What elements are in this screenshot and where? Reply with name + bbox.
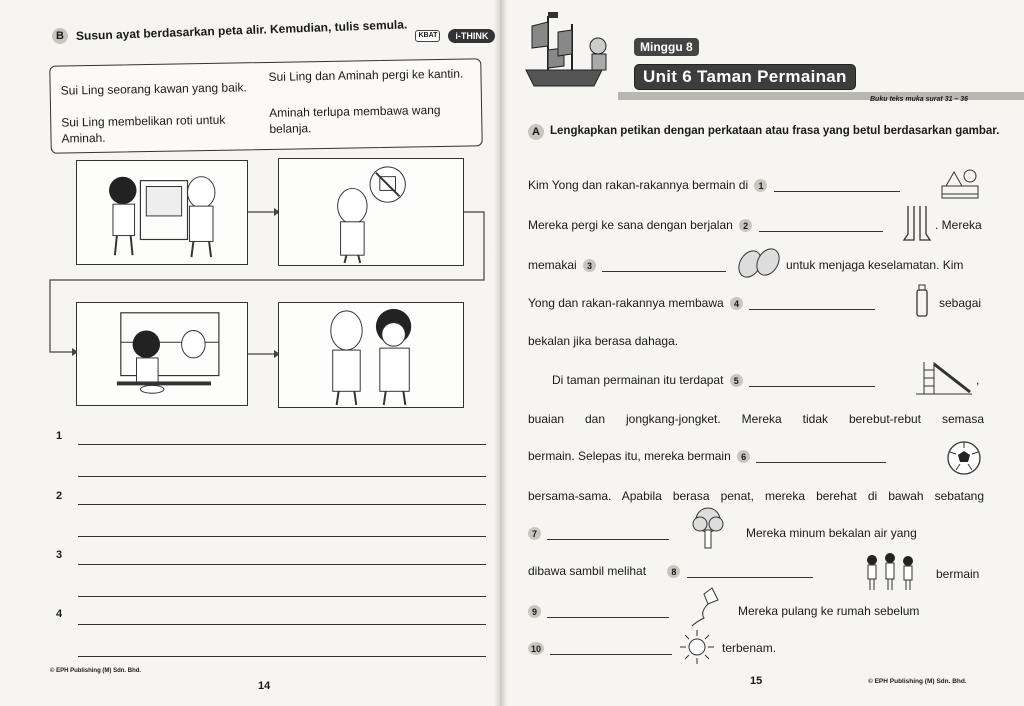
passage-line-2-end: . Mereka bbox=[935, 218, 982, 232]
writing-line[interactable] bbox=[78, 596, 486, 597]
feet-icon bbox=[900, 204, 934, 242]
sentence-4: Aminah terlupa membawa wang belanja. bbox=[268, 102, 441, 137]
passage-line-12 bbox=[528, 604, 673, 618]
section-a-header bbox=[528, 124, 1006, 140]
sun-icon bbox=[678, 628, 716, 666]
passage-line-4-end: sebagai bbox=[939, 296, 982, 310]
right-page-number: 15 bbox=[750, 675, 763, 687]
week-badge: Minggu 8 bbox=[634, 38, 699, 56]
line-number-4: 4 bbox=[56, 608, 63, 620]
tree-icon bbox=[690, 506, 726, 550]
answer-blank-1[interactable] bbox=[774, 191, 900, 192]
passage-line-9: bersama-sama. Apabila berasa penat, mereka berehat di bawah sebatang bbox=[528, 489, 984, 503]
writing-line[interactable] bbox=[78, 536, 486, 537]
blank-number-5: 5 bbox=[730, 374, 743, 387]
right-footer: © EPH Publishing (M) Sdn. Bhd. bbox=[868, 678, 967, 685]
blank-number-9: 9 bbox=[528, 605, 541, 618]
passage-line-5: bekalan jika berasa dahaga. bbox=[528, 334, 679, 348]
writing-line[interactable] bbox=[78, 624, 486, 625]
answer-blank-3[interactable] bbox=[602, 271, 726, 272]
section-a-letter: A bbox=[528, 124, 544, 140]
passage-line-13 bbox=[528, 641, 676, 655]
blank-number-7: 7 bbox=[528, 527, 541, 540]
blank-number-8: 8 bbox=[667, 565, 680, 578]
picture-buying-bread bbox=[76, 302, 248, 406]
writing-line[interactable] bbox=[78, 504, 486, 505]
passage-line-6: Di taman permainan itu terdapat 5 bbox=[552, 373, 879, 387]
section-b-letter: B bbox=[52, 28, 68, 44]
answer-blank-5[interactable] bbox=[749, 386, 875, 387]
section-b-instruction: Susun ayat berdasarkan peta alir. Kemudian, tulis semula. bbox=[75, 17, 408, 43]
picture-no-money bbox=[278, 158, 464, 266]
line-number-1: 1 bbox=[56, 430, 63, 442]
ithink-badge: i-THINK bbox=[448, 29, 495, 43]
passage-line-3: memakai 3 bbox=[528, 258, 730, 272]
left-page-number: 14 bbox=[258, 680, 271, 692]
blank-number-1: 1 bbox=[754, 179, 767, 192]
playground-scene-icon bbox=[940, 166, 980, 200]
answer-blank-7[interactable] bbox=[547, 539, 669, 540]
answer-blank-9[interactable] bbox=[547, 617, 669, 618]
writing-line[interactable] bbox=[78, 656, 486, 657]
passage-line-12-end: Mereka pulang ke rumah sebelum bbox=[738, 604, 920, 618]
passage-line-3-end: untuk menjaga keselamatan. Kim bbox=[786, 258, 964, 272]
passage-line-11-end: bermain bbox=[936, 567, 980, 581]
writing-line[interactable] bbox=[78, 444, 486, 445]
blank-number-2: 2 bbox=[739, 219, 752, 232]
passage-line-4: Yong dan rakan-rakannya membawa 4 bbox=[528, 296, 879, 310]
right-page bbox=[500, 0, 1024, 706]
line-number-3: 3 bbox=[56, 549, 63, 561]
unit-title: Unit 6 Taman Permainan bbox=[634, 64, 856, 90]
passage-line-8: bermain. Selepas itu, mereka bermain 6 bbox=[528, 449, 890, 463]
sentence-1: Sui Ling seorang kawan yang baik. bbox=[60, 80, 247, 98]
shoes-icon bbox=[736, 246, 782, 280]
writing-line[interactable] bbox=[78, 476, 486, 477]
passage-line-7: buaian dan jongkang-jongket. Mereka tidak berebut-rebut semasa bbox=[528, 412, 984, 426]
slide-icon bbox=[914, 358, 974, 396]
answer-blank-10[interactable] bbox=[550, 654, 672, 655]
kbat-badge: KBAT bbox=[415, 30, 440, 42]
sentence-2: Sui Ling dan Aminah pergi ke kantin. bbox=[268, 66, 464, 84]
children-playing-icon bbox=[862, 552, 918, 592]
answer-blank-8[interactable] bbox=[687, 577, 813, 578]
left-footer: © EPH Publishing (M) Sdn. Bhd. bbox=[50, 668, 142, 674]
football-icon bbox=[946, 440, 982, 476]
line-number-2: 2 bbox=[56, 490, 63, 502]
section-a-instruction: Lengkapkan petikan dengan perkataan atau frasa yang betul berdasarkan gambar. bbox=[550, 125, 1000, 137]
passage-line-10-end: Mereka minum bekalan air yang bbox=[746, 526, 917, 540]
blank-number-10: 10 bbox=[528, 642, 544, 655]
water-bottle-icon bbox=[914, 284, 930, 318]
passage-line-13-end: terbenam. bbox=[722, 641, 777, 655]
ship-and-pirate-illustration bbox=[518, 6, 618, 100]
sentence-box bbox=[49, 58, 482, 154]
passage-line-10 bbox=[528, 526, 673, 540]
kite-icon bbox=[690, 586, 720, 628]
sentence-3: Sui Ling membelikan roti untuk Aminah. bbox=[61, 112, 226, 146]
answer-blank-2[interactable] bbox=[759, 231, 883, 232]
writing-line[interactable] bbox=[78, 564, 486, 565]
picture-canteen-counter bbox=[76, 160, 248, 265]
blank-number-3: 3 bbox=[583, 259, 596, 272]
passage-line-2: Mereka pergi ke sana dengan berjalan 2 bbox=[528, 218, 887, 232]
section-b-header bbox=[52, 17, 495, 44]
passage-line-1: Kim Yong dan rakan-rakannya bermain di 1 bbox=[528, 178, 904, 192]
blank-number-4: 4 bbox=[730, 297, 743, 310]
blank-number-6: 6 bbox=[737, 450, 750, 463]
answer-blank-6[interactable] bbox=[756, 462, 886, 463]
answer-blank-4[interactable] bbox=[749, 309, 875, 310]
passage-line-6-end: , bbox=[976, 373, 980, 387]
book-reference: Buku teks muka surat 31 – 36 bbox=[870, 96, 969, 103]
picture-two-friends bbox=[278, 302, 464, 408]
passage-line-11: dibawa sambil melihat 8 bbox=[528, 564, 817, 578]
